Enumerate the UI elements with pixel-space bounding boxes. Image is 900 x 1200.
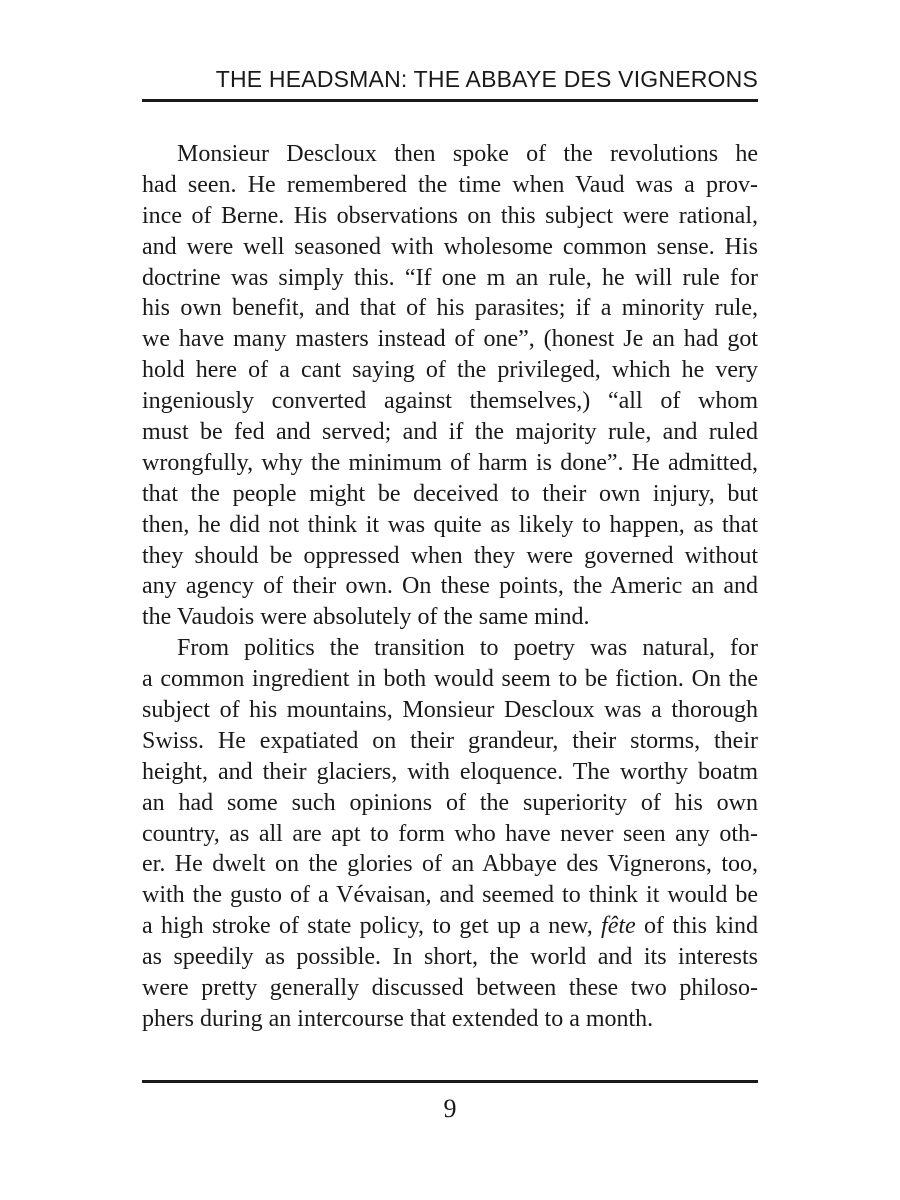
header-rule [142, 99, 758, 102]
text-line: er. He dwelt on the glories of an Abbaye des Vignerons, too, [142, 851, 758, 878]
italic-word: fête [601, 913, 636, 940]
text-line: Swiss. He expatiated on their grandeur, their storms, their [142, 727, 758, 754]
footer-rule [142, 1080, 758, 1083]
text-line: doctrine was simply this. “If one m an rule, he will rule for [142, 264, 758, 291]
running-title: THE HEADSMAN: THE ABBAYE DES VIGNERONS [215, 66, 758, 92]
paragraph-1 [142, 139, 758, 633]
text-line: country, as all are apt to form who have never seen any oth- [142, 820, 758, 847]
text-line: with the gusto of a Vévaisan, and seemed to think it would be [142, 882, 758, 909]
text-line: height, and their glaciers, with eloquence. The worthy boatm [142, 758, 758, 785]
text-line: the Vaudois were absolutely of the same mind. [142, 604, 590, 631]
text-line: ingeniously converted against themselves,) “all of whom [142, 388, 758, 415]
text-line: had seen. He remembered the time when Vaud was a prov- [142, 171, 758, 198]
text-line: they should be oppressed when they were governed without [142, 542, 758, 569]
text-segment: of this kind [635, 913, 758, 940]
text-line: as speedily as possible. In short, the world and its interests [142, 944, 758, 971]
paragraph-2 [142, 633, 758, 1035]
text-line: a common ingredient in both would seem to be fiction. On the [142, 666, 758, 693]
text-line: From politics the transition to poetry was natural, for [177, 635, 758, 662]
text-line: then, he did not think it was quite as likely to happen, as that [142, 511, 758, 538]
text-line: his own benefit, and that of his parasites; if a minority rule, [142, 295, 758, 322]
text-segment: a high stroke of state policy, to get up a new, [142, 913, 593, 940]
text-line-with-italic [142, 911, 758, 942]
page-number: 9 [443, 1094, 457, 1123]
text-line: must be fed and served; and if the majority rule, and ruled [142, 419, 758, 446]
text-line: wrongfully, why the minimum of harm is done”. He admitted, [142, 449, 758, 476]
text-line: ince of Berne. His observations on this subject were rational, [142, 202, 758, 229]
text-line: that the people might be deceived to their own injury, but [142, 480, 758, 507]
text-line: subject of his mountains, Monsieur Descloux was a thorough [142, 697, 758, 724]
text-line: and were well seasoned with wholesome common sense. His [142, 233, 758, 260]
text-line: were pretty generally discussed between these two philoso- [142, 975, 758, 1002]
text-line: phers during an intercourse that extended to a month. [142, 1005, 654, 1032]
text-line: we have many masters instead of one”, (honest Je an had got [142, 326, 758, 353]
text-line: any agency of their own. On these points, the Americ an and [142, 573, 758, 600]
body-text [142, 139, 758, 1035]
text-line: hold here of a cant saying of the privileged, which he very [142, 357, 758, 384]
text-line: an had some such opinions of the superiority of his own [142, 789, 758, 816]
text-line: Monsieur Descloux then spoke of the revolutions he [177, 141, 758, 167]
